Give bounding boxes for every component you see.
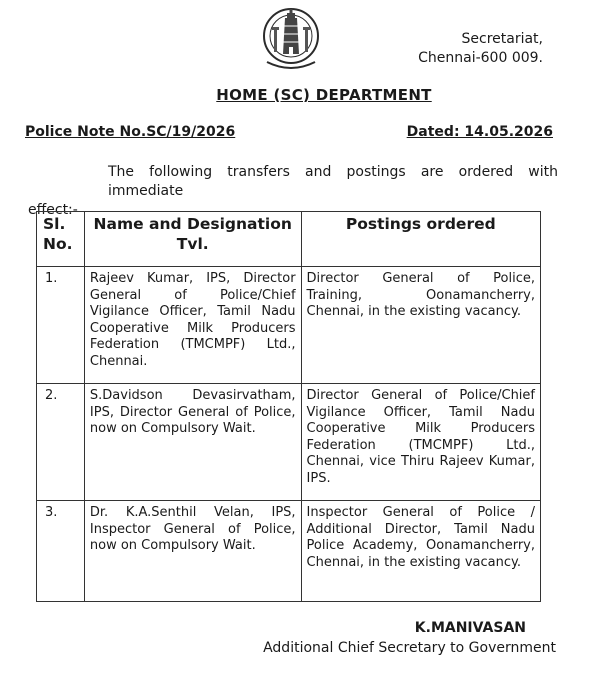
header-postings-ordered: Postings ordered — [301, 212, 540, 267]
table-row — [37, 267, 541, 384]
row-posting: Inspector General of Police / Additional Director, Tamil Nadu Police Academy, Oonamancherry, Chennai, in the existing vacancy. — [301, 501, 540, 602]
header-sl-no — [37, 212, 85, 267]
row-sl-no: 2. — [37, 384, 85, 501]
note-date: Dated: 14.05.2026 — [406, 124, 553, 140]
department-title: HOME (SC) DEPARTMENT — [216, 86, 432, 104]
intro-line-1: The following transfers and postings are ordered with immediate — [108, 164, 558, 199]
row-posting: Director General of Police/Chief Vigilance Officer, Tamil Nadu Cooperative Milk Producers Federation (TMCMPF) Ltd., Chennai, vice Thiru Rajeev Kumar, IPS. — [301, 384, 540, 501]
address-line-2: Chennai-600 009. — [418, 50, 543, 66]
address-line-1: Secretariat, — [461, 31, 543, 47]
header-sl-line-2: No. — [43, 235, 73, 253]
secretariat-address — [418, 30, 543, 68]
table-row — [37, 501, 541, 602]
header-sl-line-1: Sl. — [43, 215, 66, 233]
table-header-row — [37, 212, 541, 267]
signature-block — [0, 618, 600, 658]
postings-table — [36, 211, 541, 602]
police-note-number: Police Note No.SC/19/2026 — [25, 124, 236, 140]
department-heading — [0, 86, 600, 104]
intro-line-2: effect:- — [28, 202, 78, 218]
row-sl-no: 3. — [37, 501, 85, 602]
row-name-designation: S.Davidson Devasirvatham, IPS, Director General of Police, now on Compulsory Wait. — [84, 384, 301, 501]
header-name-line-1: Name and Designation — [93, 215, 292, 233]
state-emblem-icon — [243, 2, 339, 74]
signatory-name: K.MANIVASAN — [414, 620, 526, 636]
header-name-designation — [84, 212, 301, 267]
row-sl-no: 1. — [37, 267, 85, 384]
signatory-designation: Additional Chief Secretary to Government — [263, 640, 556, 656]
header-name-line-2: Tvl. — [176, 235, 209, 253]
row-name-designation: Rajeev Kumar, IPS, Director General of Police/Chief Vigilance Officer, Tamil Nadu Cooperative Milk Producers Federation (TMCMPF) Ltd., Chennai. — [84, 267, 301, 384]
row-posting: Director General of Police, Training, Oonamancherry, Chennai, in the existing vacancy. — [301, 267, 540, 384]
table-row — [37, 384, 541, 501]
row-name-designation: Dr. K.A.Senthil Velan, IPS, Inspector General of Police, now on Compulsory Wait. — [84, 501, 301, 602]
